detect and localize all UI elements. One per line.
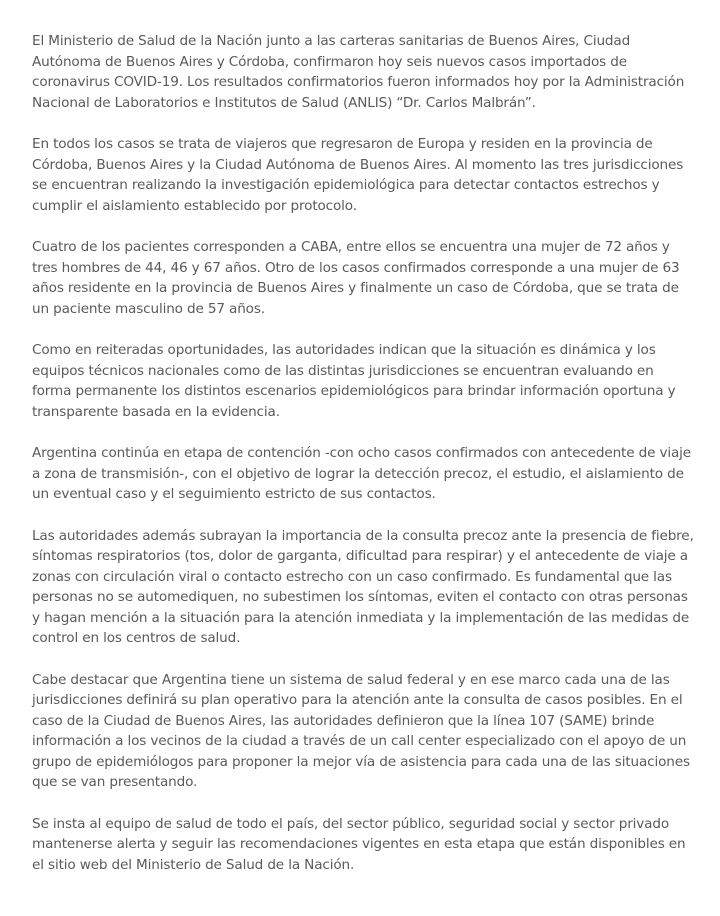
article-paragraph: En todos los casos se trata de viajeros que regresaron de Europa y residen en la provincia de Córdoba, Buenos Aires y la Ciudad Autónoma de Buenos Aires. Al momento las tres jurisdicciones se encuentran realizando la investigación epidemiológica para detectar contactos estrechos y cumplir el aislamiento establecido por protocolo.: [32, 136, 684, 214]
article-paragraph: Cabe destacar que Argentina tiene un sistema de salud federal y en ese marco cada una de las jurisdicciones definirá su plan operativo para la atención ante la consulta de casos posibles. En el caso de la Ciudad de Buenos Aires, las autoridades definieron que la línea 107 (SAME) brinde información a los vecinos de la ciudad a través de un call center especializado con el apoyo de un grupo de epidemiólogos para proponer la mejor vía de asistencia para cada una de las situaciones que se van presentando.: [32, 671, 690, 790]
article-paragraph: Se insta al equipo de salud de todo el país, del sector público, seguridad social y sector privado mantenerse alerta y seguir las recomendaciones vigentes en esta etapa que están disponibles en el sitio web del Ministerio de Salud de la Nación.: [32, 815, 686, 873]
article-paragraph: Como en reiteradas oportunidades, las autoridades indican que la situación es dinámica y los equipos técnicos nacionales como de las distintas jurisdicciones se encuentran evaluando en forma permanente los distintos escenarios epidemiológicos para brindar información oportuna y transparente basada en la evidencia.: [32, 342, 676, 420]
article-paragraph: El Ministerio de Salud de la Nación junto a las carteras sanitarias de Buenos Aires, Ciudad Autónoma de Buenos Aires y Córdoba, confirmaron hoy seis nuevos casos importados de coronavirus COVID-19. Los resultados confirmatorios fueron informados hoy por la Administración Nacional de Laboratorios e Institutos de Salud (ANLIS) “Dr. Carlos Malbrán”.: [32, 33, 685, 111]
article-paragraph: Cuatro de los pacientes corresponden a CABA, entre ellos se encuentra una mujer de 72 años y tres hombres de 44, 46 y 67 años. Otro de los casos confirmados corresponde a una mujer de 63 años residente en la provincia de Buenos Aires y finalmente un caso de Córdoba, que se trata de un paciente masculino de 57 años.: [32, 239, 680, 317]
article-paragraph: Argentina continúa en etapa de contención -con ocho casos confirmados con antecedente de viaje a zona de transmisión-, con el objetivo de lograr la detección precoz, el estudio, el aislamiento de un eventual caso y el seguimiento estricto de sus contactos.: [32, 445, 692, 502]
article-body: [32, 31, 696, 896]
article-paragraph: Las autoridades además subrayan la importancia de la consulta precoz ante la presencia de fiebre, síntomas respiratorios (tos, dolor de garganta, dificultad para respirar) y el antecedente de viaje a zonas con circulación viral o contacto estrecho con un caso confirmado. Es fundamental que las personas no se automediquen, no subestimen los síntomas, eviten el contacto con otras personas y hagan mención a la situación para la atención inmediata y la implementación de las medidas de control en los centros de salud.: [32, 527, 694, 646]
